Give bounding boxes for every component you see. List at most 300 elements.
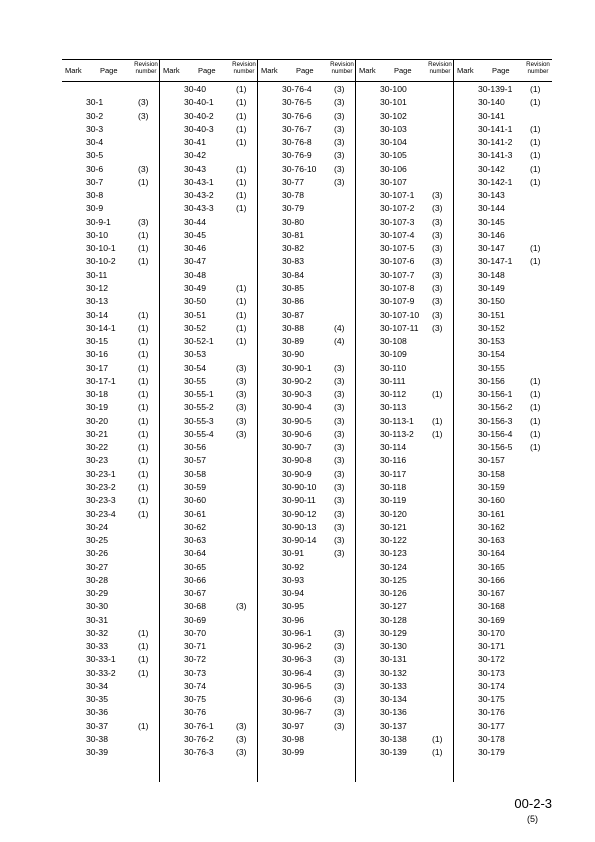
page-cell: 30-83 — [282, 256, 304, 267]
revision-cell: (4) — [334, 336, 345, 347]
table-row — [356, 362, 453, 375]
table-row — [258, 216, 355, 229]
revision-cell: (1) — [138, 322, 149, 333]
revision-cell: (1) — [138, 468, 149, 479]
page-cell: 30-104 — [380, 137, 407, 148]
page-cell: 30-169 — [478, 614, 505, 625]
header-revision: Revision number — [330, 61, 354, 75]
table-row — [258, 202, 355, 215]
page-cell: 30-174 — [478, 680, 505, 691]
table-row — [454, 587, 552, 600]
table-row — [160, 746, 257, 759]
table-row — [258, 508, 355, 521]
table-row — [258, 561, 355, 574]
revision-cell: (1) — [236, 123, 247, 134]
page-cell: 30-107-4 — [380, 229, 415, 240]
table-row — [258, 96, 355, 109]
revision-cell: (3) — [334, 495, 345, 506]
table-row — [160, 255, 257, 268]
revision-cell: (1) — [138, 654, 149, 665]
page-cell: 30-60 — [184, 495, 206, 506]
revision-cell: (1) — [138, 428, 149, 439]
page-cell: 30-91 — [282, 548, 304, 559]
page-cell: 30-35 — [86, 694, 108, 705]
revision-cell: (3) — [236, 415, 247, 426]
page-cell: 30-45 — [184, 229, 206, 240]
revision-cell: (3) — [334, 163, 345, 174]
table-row — [258, 720, 355, 733]
revision-cell: (3) — [432, 256, 443, 267]
revision-cell: (3) — [334, 627, 345, 638]
table-row — [258, 362, 355, 375]
page-cell: 30-76-3 — [184, 747, 214, 758]
revision-cell: (3) — [334, 110, 345, 121]
table-row — [258, 163, 355, 176]
table-row — [258, 176, 355, 189]
revision-cell: (3) — [334, 123, 345, 134]
revision-cell: (3) — [334, 468, 345, 479]
table-row — [160, 627, 257, 640]
table-row — [454, 640, 552, 653]
table-rows — [454, 82, 552, 760]
table-row — [62, 574, 159, 587]
page-cell: 30-90-4 — [282, 402, 312, 413]
table-row — [356, 693, 453, 706]
page-cell: 30-156-4 — [478, 428, 513, 439]
revision-cell: (3) — [334, 375, 345, 386]
page-cell: 30-166 — [478, 574, 505, 585]
table-row — [160, 441, 257, 454]
page-cell: 30-6 — [86, 163, 104, 174]
table-row — [454, 176, 552, 189]
page-cell: 30-90-7 — [282, 442, 312, 453]
table-row — [454, 706, 552, 719]
table-row — [62, 627, 159, 640]
page-cell: 30-40-3 — [184, 123, 214, 134]
table-row — [160, 561, 257, 574]
page-cell: 30-126 — [380, 588, 407, 599]
table-row — [454, 600, 552, 613]
revision-cell: (3) — [432, 269, 443, 280]
page-cell: 30-81 — [282, 229, 304, 240]
table-row — [258, 110, 355, 123]
page-cell: 30-46 — [184, 243, 206, 254]
page-cell: 30-154 — [478, 349, 505, 360]
revision-cell: (1) — [138, 389, 149, 400]
page-cell: 30-97 — [282, 720, 304, 731]
revision-cell: (3) — [432, 282, 443, 293]
page-cell: 30-59 — [184, 481, 206, 492]
page-cell: 30-40-2 — [184, 110, 214, 121]
table-row — [160, 494, 257, 507]
revision-cell: (1) — [236, 97, 247, 108]
table-row — [62, 83, 159, 96]
page-cell: 30-160 — [478, 495, 505, 506]
page-cell: 30-73 — [184, 667, 206, 678]
revision-cell: (1) — [138, 243, 149, 254]
page-cell: 30-107-6 — [380, 256, 415, 267]
page-cell: 30-144 — [478, 203, 505, 214]
page-cell: 30-96-3 — [282, 654, 312, 665]
page-cell: 30-111 — [380, 375, 406, 386]
table-row — [258, 255, 355, 268]
page-cell: 30-155 — [478, 362, 505, 373]
table-row — [454, 335, 552, 348]
page-cell: 30-139-1 — [478, 84, 513, 94]
table-row — [258, 335, 355, 348]
page-cell: 30-96-4 — [282, 667, 312, 678]
table-row — [454, 295, 552, 308]
page-cell: 30-167 — [478, 588, 505, 599]
table-rows — [160, 82, 257, 760]
table-row — [62, 136, 159, 149]
table-row — [62, 96, 159, 109]
table-row — [258, 123, 355, 136]
table-row — [356, 640, 453, 653]
page-cell: 30-141-1 — [478, 123, 513, 134]
page-cell: 30-9-1 — [86, 216, 111, 227]
table-row — [258, 653, 355, 666]
revision-cell: (3) — [138, 216, 149, 227]
table-row — [160, 309, 257, 322]
page-cell: 30-171 — [478, 641, 505, 652]
table-row — [356, 83, 453, 96]
page-cell: 30-55-4 — [184, 428, 214, 439]
page-cell: 30-88 — [282, 322, 304, 333]
table-row — [258, 547, 355, 560]
revision-cell: (1) — [138, 415, 149, 426]
page-cell: 30-23-2 — [86, 481, 116, 492]
table-row — [454, 388, 552, 401]
page-cell: 30-8 — [86, 190, 104, 201]
table-row — [356, 216, 453, 229]
table-row — [160, 348, 257, 361]
table-row — [160, 454, 257, 467]
table-row — [62, 401, 159, 414]
table-row — [356, 653, 453, 666]
table-row — [356, 375, 453, 388]
table-row — [62, 189, 159, 202]
revision-cell: (1) — [138, 667, 149, 678]
revision-cell: (1) — [432, 747, 443, 758]
page-cell: 30-77 — [282, 176, 304, 187]
page-cell: 30-9 — [86, 203, 104, 214]
page-cell: 30-74 — [184, 680, 206, 691]
page-cell: 30-26 — [86, 548, 108, 559]
revision-cell: (3) — [138, 163, 149, 174]
page-cell: 30-94 — [282, 588, 304, 599]
table-row — [356, 202, 453, 215]
page-cell: 30-43 — [184, 163, 206, 174]
table-row — [62, 388, 159, 401]
table-row — [160, 216, 257, 229]
page-cell: 30-76-7 — [282, 123, 312, 134]
page-cell: 30-106 — [380, 163, 407, 174]
page-cell: 30-24 — [86, 521, 108, 532]
table-row — [356, 229, 453, 242]
page-cell: 30-3 — [86, 123, 104, 134]
page-cell: 30-145 — [478, 216, 505, 227]
page-cell: 30-112 — [380, 389, 407, 400]
table-row — [62, 693, 159, 706]
table-row — [258, 295, 355, 308]
page-cell: 30-50 — [184, 296, 206, 307]
revision-cell: (1) — [432, 734, 443, 745]
table-column-1 — [62, 60, 159, 782]
page-cell: 30-51 — [184, 309, 206, 320]
table-row — [356, 110, 453, 123]
table-row — [258, 428, 355, 441]
page-cell: 30-76-5 — [282, 97, 312, 108]
revision-cell: (1) — [530, 137, 541, 148]
table-row — [62, 348, 159, 361]
table-row — [62, 587, 159, 600]
page-cell: 30-173 — [478, 667, 505, 678]
page-cell: 30-76-2 — [184, 734, 214, 745]
header-mark: Mark — [163, 66, 180, 75]
page-cell: 30-16 — [86, 349, 108, 360]
page-cell: 30-122 — [380, 535, 407, 546]
page-cell: 30-32 — [86, 627, 108, 638]
page-cell: 30-107-7 — [380, 269, 415, 280]
table-row — [62, 680, 159, 693]
table-row — [356, 428, 453, 441]
page-cell: 30-5 — [86, 150, 104, 161]
table-row — [258, 229, 355, 242]
page-cell: 30-141-2 — [478, 137, 513, 148]
page-cell: 30-43-1 — [184, 176, 214, 187]
revision-cell: (1) — [138, 256, 149, 267]
page-revision: (5) — [527, 814, 538, 824]
page-cell: 30-165 — [478, 561, 505, 572]
revision-cell: (3) — [236, 428, 247, 439]
page-cell: 30-49 — [184, 282, 206, 293]
table-row — [356, 561, 453, 574]
revision-cell: (3) — [236, 601, 247, 612]
page-cell: 30-40 — [184, 84, 206, 94]
page-cell: 30-90-12 — [282, 508, 317, 519]
page-cell: 30-48 — [184, 269, 206, 280]
revision-cell: (1) — [530, 256, 541, 267]
table-row — [258, 600, 355, 613]
table-row — [62, 149, 159, 162]
revision-cell: (3) — [334, 428, 345, 439]
page-cell: 30-149 — [478, 282, 505, 293]
page-number: 00-2-3 — [514, 796, 552, 811]
table-row — [258, 309, 355, 322]
page-cell: 30-130 — [380, 641, 407, 652]
table-row — [160, 322, 257, 335]
table-row — [62, 335, 159, 348]
page-cell: 30-54 — [184, 362, 206, 373]
page-cell: 30-86 — [282, 296, 304, 307]
page-cell: 30-125 — [380, 574, 407, 585]
page-cell: 30-56 — [184, 442, 206, 453]
page-cell: 30-10-2 — [86, 256, 116, 267]
page-cell: 30-92 — [282, 561, 304, 572]
header-page: Page — [100, 66, 118, 75]
revision-cell: (1) — [432, 428, 443, 439]
table-row — [356, 123, 453, 136]
revision-cell: (3) — [334, 548, 345, 559]
table-row — [356, 508, 453, 521]
page-cell: 30-95 — [282, 601, 304, 612]
table-row — [356, 388, 453, 401]
table-row — [62, 706, 159, 719]
page-cell: 30-21 — [86, 428, 108, 439]
table-row — [62, 163, 159, 176]
page-cell: 30-136 — [380, 707, 407, 718]
table-row — [454, 693, 552, 706]
page-cell: 30-90-13 — [282, 521, 317, 532]
header-revision: Revision number — [134, 61, 158, 75]
table-row — [160, 508, 257, 521]
revision-table — [62, 59, 552, 782]
page-cell: 30-28 — [86, 574, 108, 585]
table-row — [62, 362, 159, 375]
table-row — [160, 96, 257, 109]
page-cell: 30-107-1 — [380, 190, 415, 201]
table-row — [454, 521, 552, 534]
table-column-3 — [257, 60, 355, 782]
header-page: Page — [394, 66, 412, 75]
table-row — [160, 706, 257, 719]
page-cell: 30-33 — [86, 641, 108, 652]
revision-cell: (3) — [432, 229, 443, 240]
table-row — [258, 667, 355, 680]
revision-cell: (1) — [530, 415, 541, 426]
table-row — [62, 720, 159, 733]
page-cell: 30-44 — [184, 216, 206, 227]
page-cell: 30-82 — [282, 243, 304, 254]
table-row — [62, 653, 159, 666]
revision-cell: (3) — [334, 389, 345, 400]
revision-cell: (3) — [432, 203, 443, 214]
page-cell: 30-90-10 — [282, 481, 317, 492]
table-row — [454, 720, 552, 733]
table-row — [160, 640, 257, 653]
revision-cell: (1) — [530, 243, 541, 254]
page-cell: 30-85 — [282, 282, 304, 293]
page-cell: 30-140 — [478, 97, 505, 108]
table-row — [258, 348, 355, 361]
revision-cell: (3) — [432, 322, 443, 333]
page-cell: 30-27 — [86, 561, 108, 572]
table-row — [160, 362, 257, 375]
page-cell: 30-107-2 — [380, 203, 415, 214]
table-row — [160, 574, 257, 587]
revision-cell: (1) — [530, 84, 541, 94]
page-cell: 30-89 — [282, 336, 304, 347]
page-cell: 30-40-1 — [184, 97, 214, 108]
table-row — [454, 614, 552, 627]
page-cell: 30-164 — [478, 548, 505, 559]
table-row — [356, 680, 453, 693]
page-cell: 30-121 — [380, 521, 407, 532]
revision-cell: (3) — [334, 521, 345, 532]
page-cell: 30-68 — [184, 601, 206, 612]
table-row — [258, 614, 355, 627]
table-row — [62, 415, 159, 428]
column-header — [454, 60, 552, 82]
page-cell: 30-107-5 — [380, 243, 415, 254]
page-cell: 30-107-8 — [380, 282, 415, 293]
table-row — [62, 640, 159, 653]
column-header — [258, 60, 355, 82]
revision-cell: (3) — [432, 216, 443, 227]
revision-cell: (3) — [236, 402, 247, 413]
table-row — [160, 534, 257, 547]
page-cell: 30-98 — [282, 734, 304, 745]
table-row — [356, 454, 453, 467]
table-row — [62, 176, 159, 189]
table-row — [160, 614, 257, 627]
table-row — [454, 415, 552, 428]
revision-cell: (3) — [334, 455, 345, 466]
revision-cell: (1) — [530, 428, 541, 439]
table-row — [356, 309, 453, 322]
page-cell: 30-87 — [282, 309, 304, 320]
revision-cell: (1) — [236, 336, 247, 347]
table-row — [62, 282, 159, 295]
table-row — [454, 733, 552, 746]
table-row — [454, 216, 552, 229]
page-cell: 30-127 — [380, 601, 407, 612]
table-row — [258, 640, 355, 653]
page-cell: 30-142-1 — [478, 176, 513, 187]
table-row — [454, 255, 552, 268]
header-mark: Mark — [261, 66, 278, 75]
table-row — [454, 163, 552, 176]
page-cell: 30-139 — [380, 747, 407, 758]
page-cell: 30-4 — [86, 137, 104, 148]
table-row — [258, 269, 355, 282]
revision-cell: (1) — [138, 362, 149, 373]
table-row — [160, 388, 257, 401]
page-cell: 30-10-1 — [86, 243, 116, 254]
revision-cell: (3) — [334, 362, 345, 373]
revision-cell: (1) — [236, 309, 247, 320]
table-row — [454, 547, 552, 560]
revision-cell: (1) — [138, 720, 149, 731]
revision-cell: (3) — [334, 694, 345, 705]
page-cell: 30-96-2 — [282, 641, 312, 652]
page-cell: 30-65 — [184, 561, 206, 572]
page-cell: 30-157 — [478, 455, 505, 466]
page-cell: 30-58 — [184, 468, 206, 479]
table-row — [356, 720, 453, 733]
page-cell: 30-34 — [86, 680, 108, 691]
revision-cell: (1) — [138, 349, 149, 360]
table-row — [454, 468, 552, 481]
table-row — [356, 295, 453, 308]
revision-cell: (1) — [236, 84, 247, 94]
header-revision: Revision number — [428, 61, 452, 75]
table-row — [356, 534, 453, 547]
table-row — [356, 269, 453, 282]
table-row — [258, 83, 355, 96]
revision-cell: (1) — [138, 641, 149, 652]
table-row — [454, 561, 552, 574]
table-row — [454, 454, 552, 467]
revision-cell: (1) — [236, 190, 247, 201]
revision-cell: (3) — [236, 389, 247, 400]
table-row — [160, 401, 257, 414]
page-cell: 30-7 — [86, 176, 104, 187]
table-row — [160, 149, 257, 162]
table-row — [356, 255, 453, 268]
table-row — [356, 574, 453, 587]
